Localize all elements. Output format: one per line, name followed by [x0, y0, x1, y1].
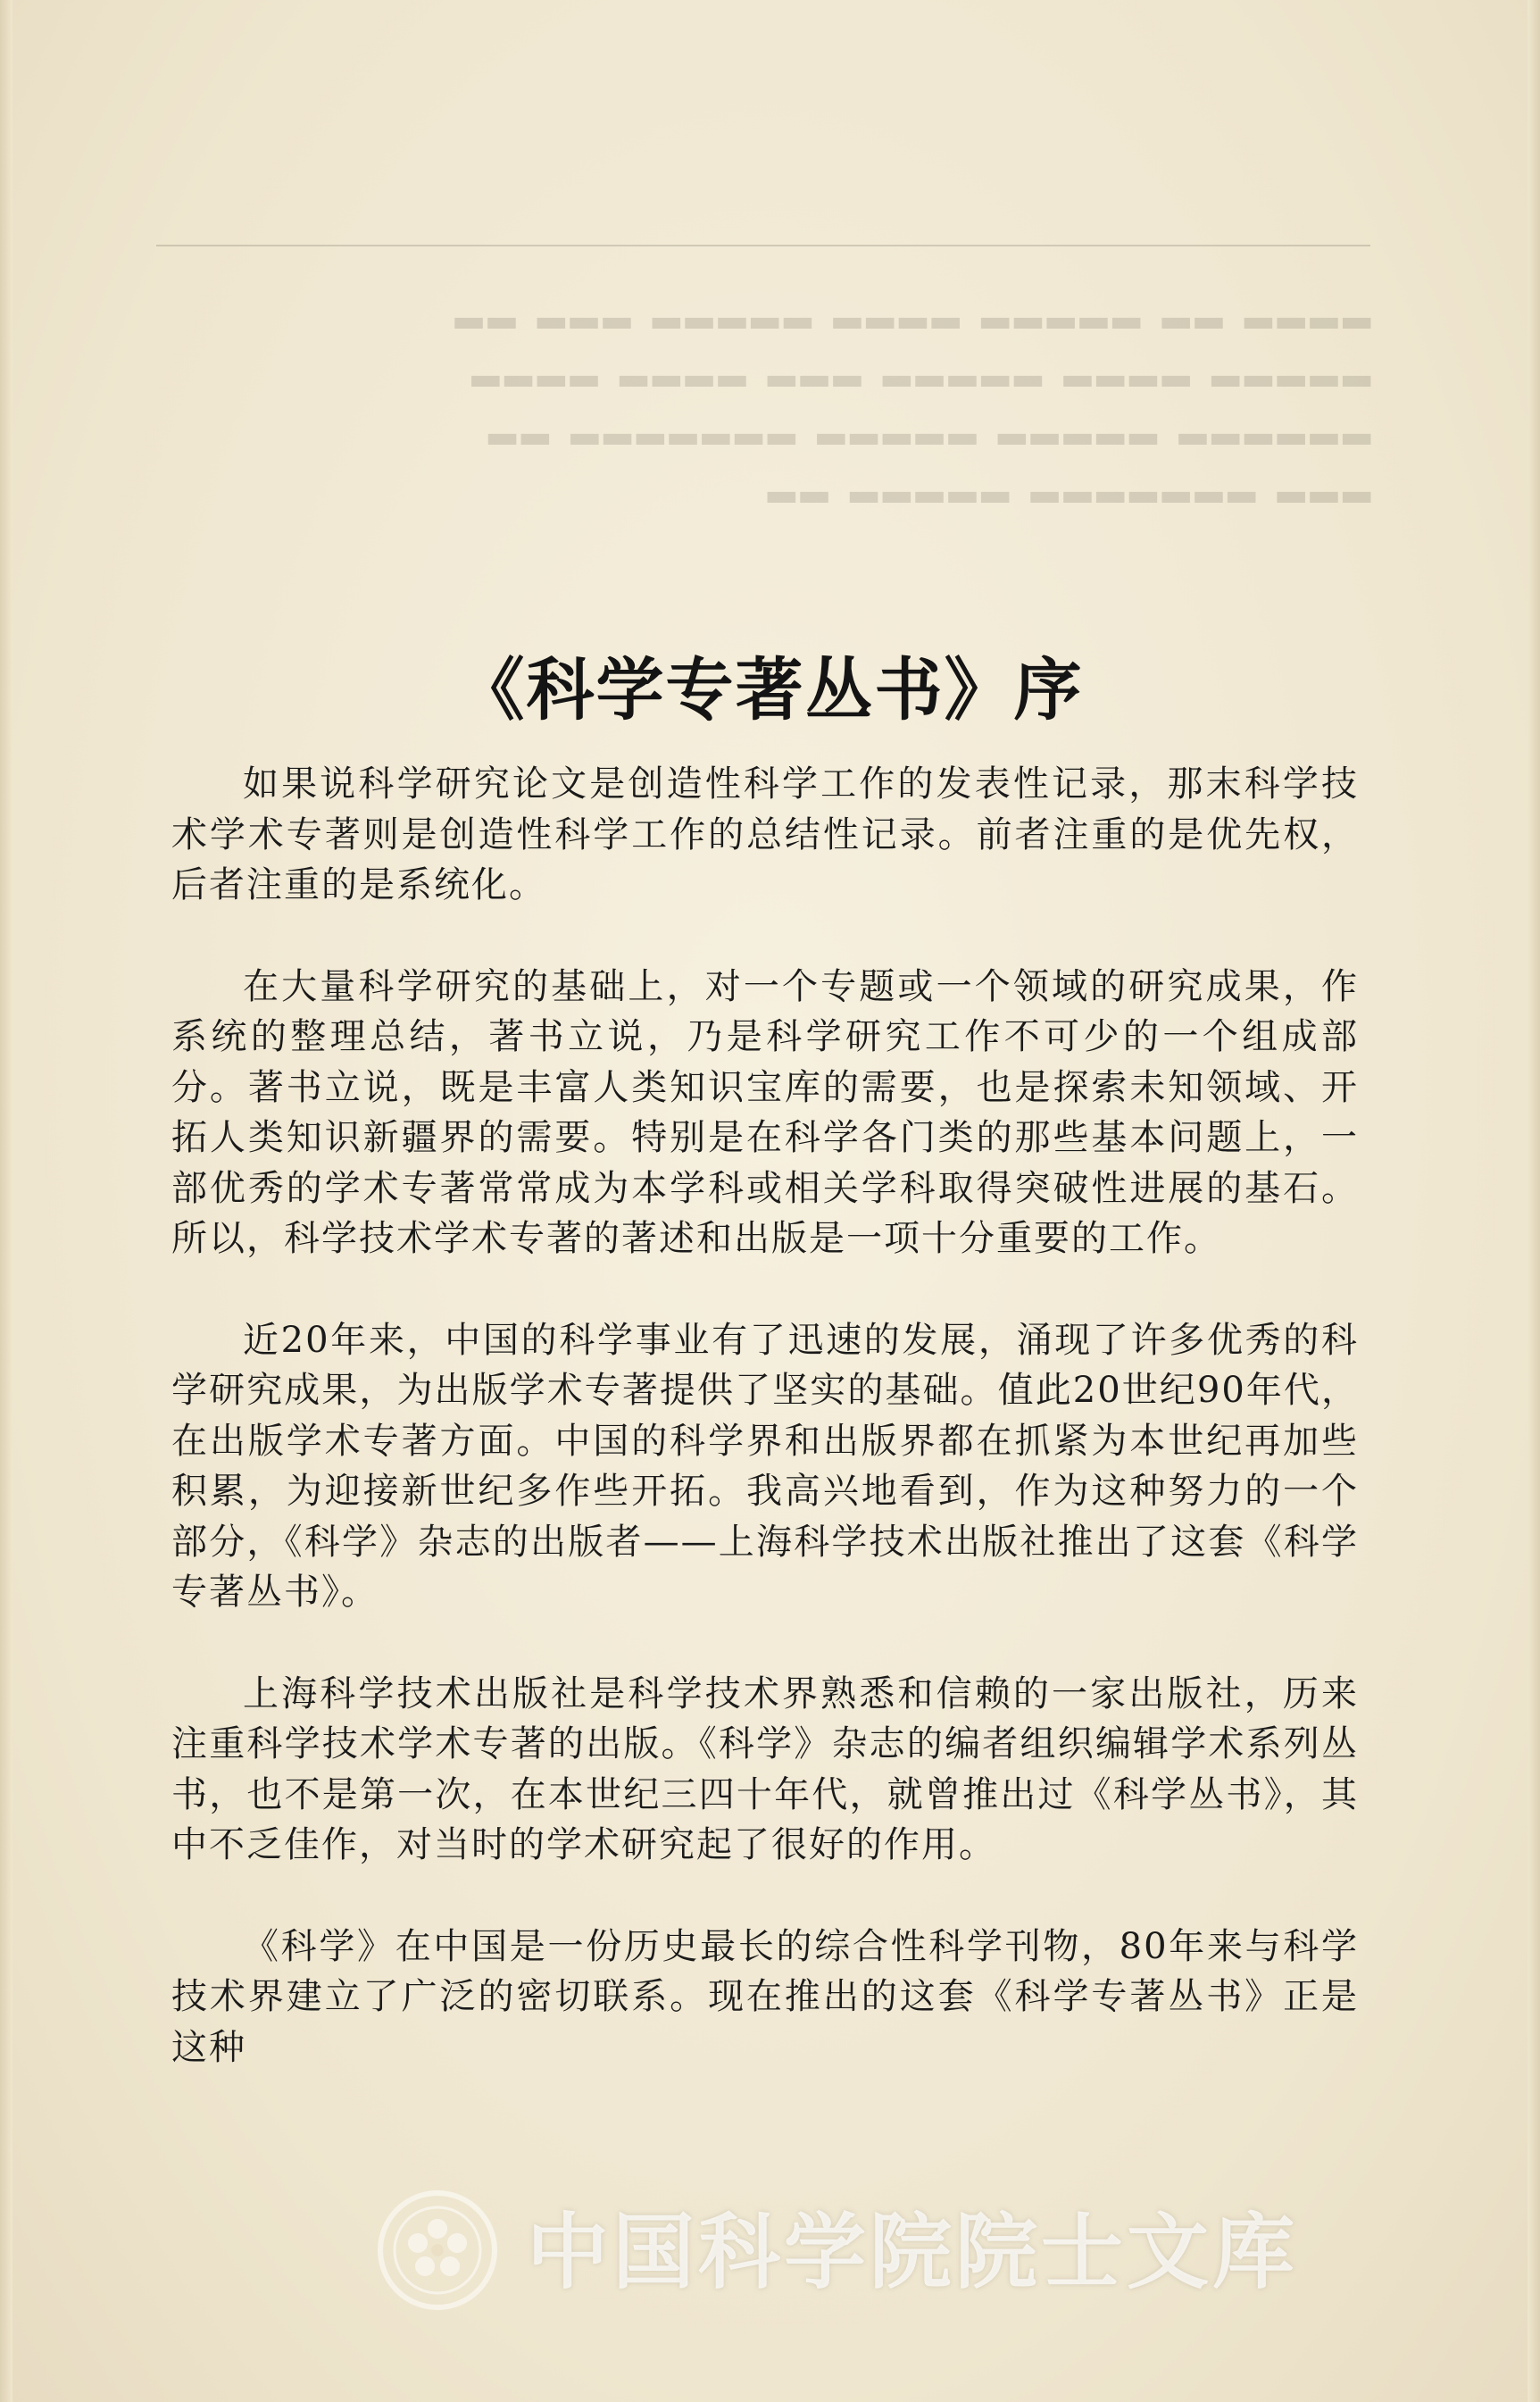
show-through-line: ▂▂▂▂▂▂ ▂▂▂▂▂ ▂▂▂▂▂ ▂▂▂▂▂▂▂ ▂▂ [483, 404, 1370, 445]
show-through-line: ▂▂▂▂▂ ▂▂▂▂ ▂▂▂▂▂ ▂▂▂ ▂▂▂▂ ▂▂▂▂ [466, 346, 1370, 387]
show-through-header-rule [156, 198, 1370, 246]
page-edge-left [0, 0, 12, 2402]
cas-emblem-icon [375, 2188, 500, 2313]
paragraph: 如果说科学研究论文是创造性科学工作的发表性记录，那末科学技术学术专著则是创造性科学工作的总结性记录。前者注重的是优先权，后者注重的是系统化。 [171, 763, 1359, 905]
show-through-line: ▂▂▂ ▂▂▂▂▂▂▂ ▂▂▂▂▂ ▂▂ [762, 462, 1370, 503]
paragraph: 上海科学技术出版社是科学技术界熟悉和信赖的一家出版社，历来注重科学技术学术专著的出版。《科学》杂志的编者组织编辑学术系列丛书，也不是第一次，在本世纪三四十年代，就曾推出过《科学丛书》，其中不乏佳作，对当时的学术研究起了很好的作用。 [171, 1672, 1359, 1865]
watermark-text: 中国科学院院士文库 [527, 2204, 1299, 2300]
watermark [0, 2188, 1540, 2322]
show-through-line: ▂▂▂▂ ▂▂ ▂▂▂▂▂ ▂▂▂▂ ▂▂▂▂▂ ▂▂▂ ▂▂ [449, 288, 1370, 329]
page-title: 《科学专著丛书》序 [456, 649, 1084, 730]
paragraph: 《科学》在中国是一份历史最长的综合性科学刊物，80年来与科学技术界建立了广泛的密切联系。现在推出的这套《科学专著丛书》正是这种 [171, 1925, 1359, 2068]
body-text [171, 759, 1359, 2123]
paragraph: 在大量科学研究的基础上，对一个专题或一个领域的研究成果，作系统的整理总结，著书立说，乃是科学研究工作不可少的一个组成部分。著书立说，既是丰富人类知识宝库的需要，也是探索未知领域、开拓人类知识新疆界的需要。特别是在科学各门类的那些基本问题上，一部优秀的学术专著常常成为本学科或相关学科取得突破性进展的基石。所以，科学技术学术专著的著述和出版是一项十分重要的工作。 [171, 965, 1359, 1259]
paragraph: 近20年来，中国的科学事业有了迅速的发展，涌现了许多优秀的科学研究成果，为出版学术专著提供了坚实的基础。值此20世纪90年代，在出版学术专著方面。中国的科学界和出版界都在抓紧为本世纪再加些积累，为迎接新世纪多作些开拓。我高兴地看到，作为这种努力的一个部分，《科学》杂志的出版者——上海科学技术出版社推出了这套《科学专著丛书》。 [171, 1319, 1359, 1613]
page-edge-right [1528, 0, 1540, 2402]
